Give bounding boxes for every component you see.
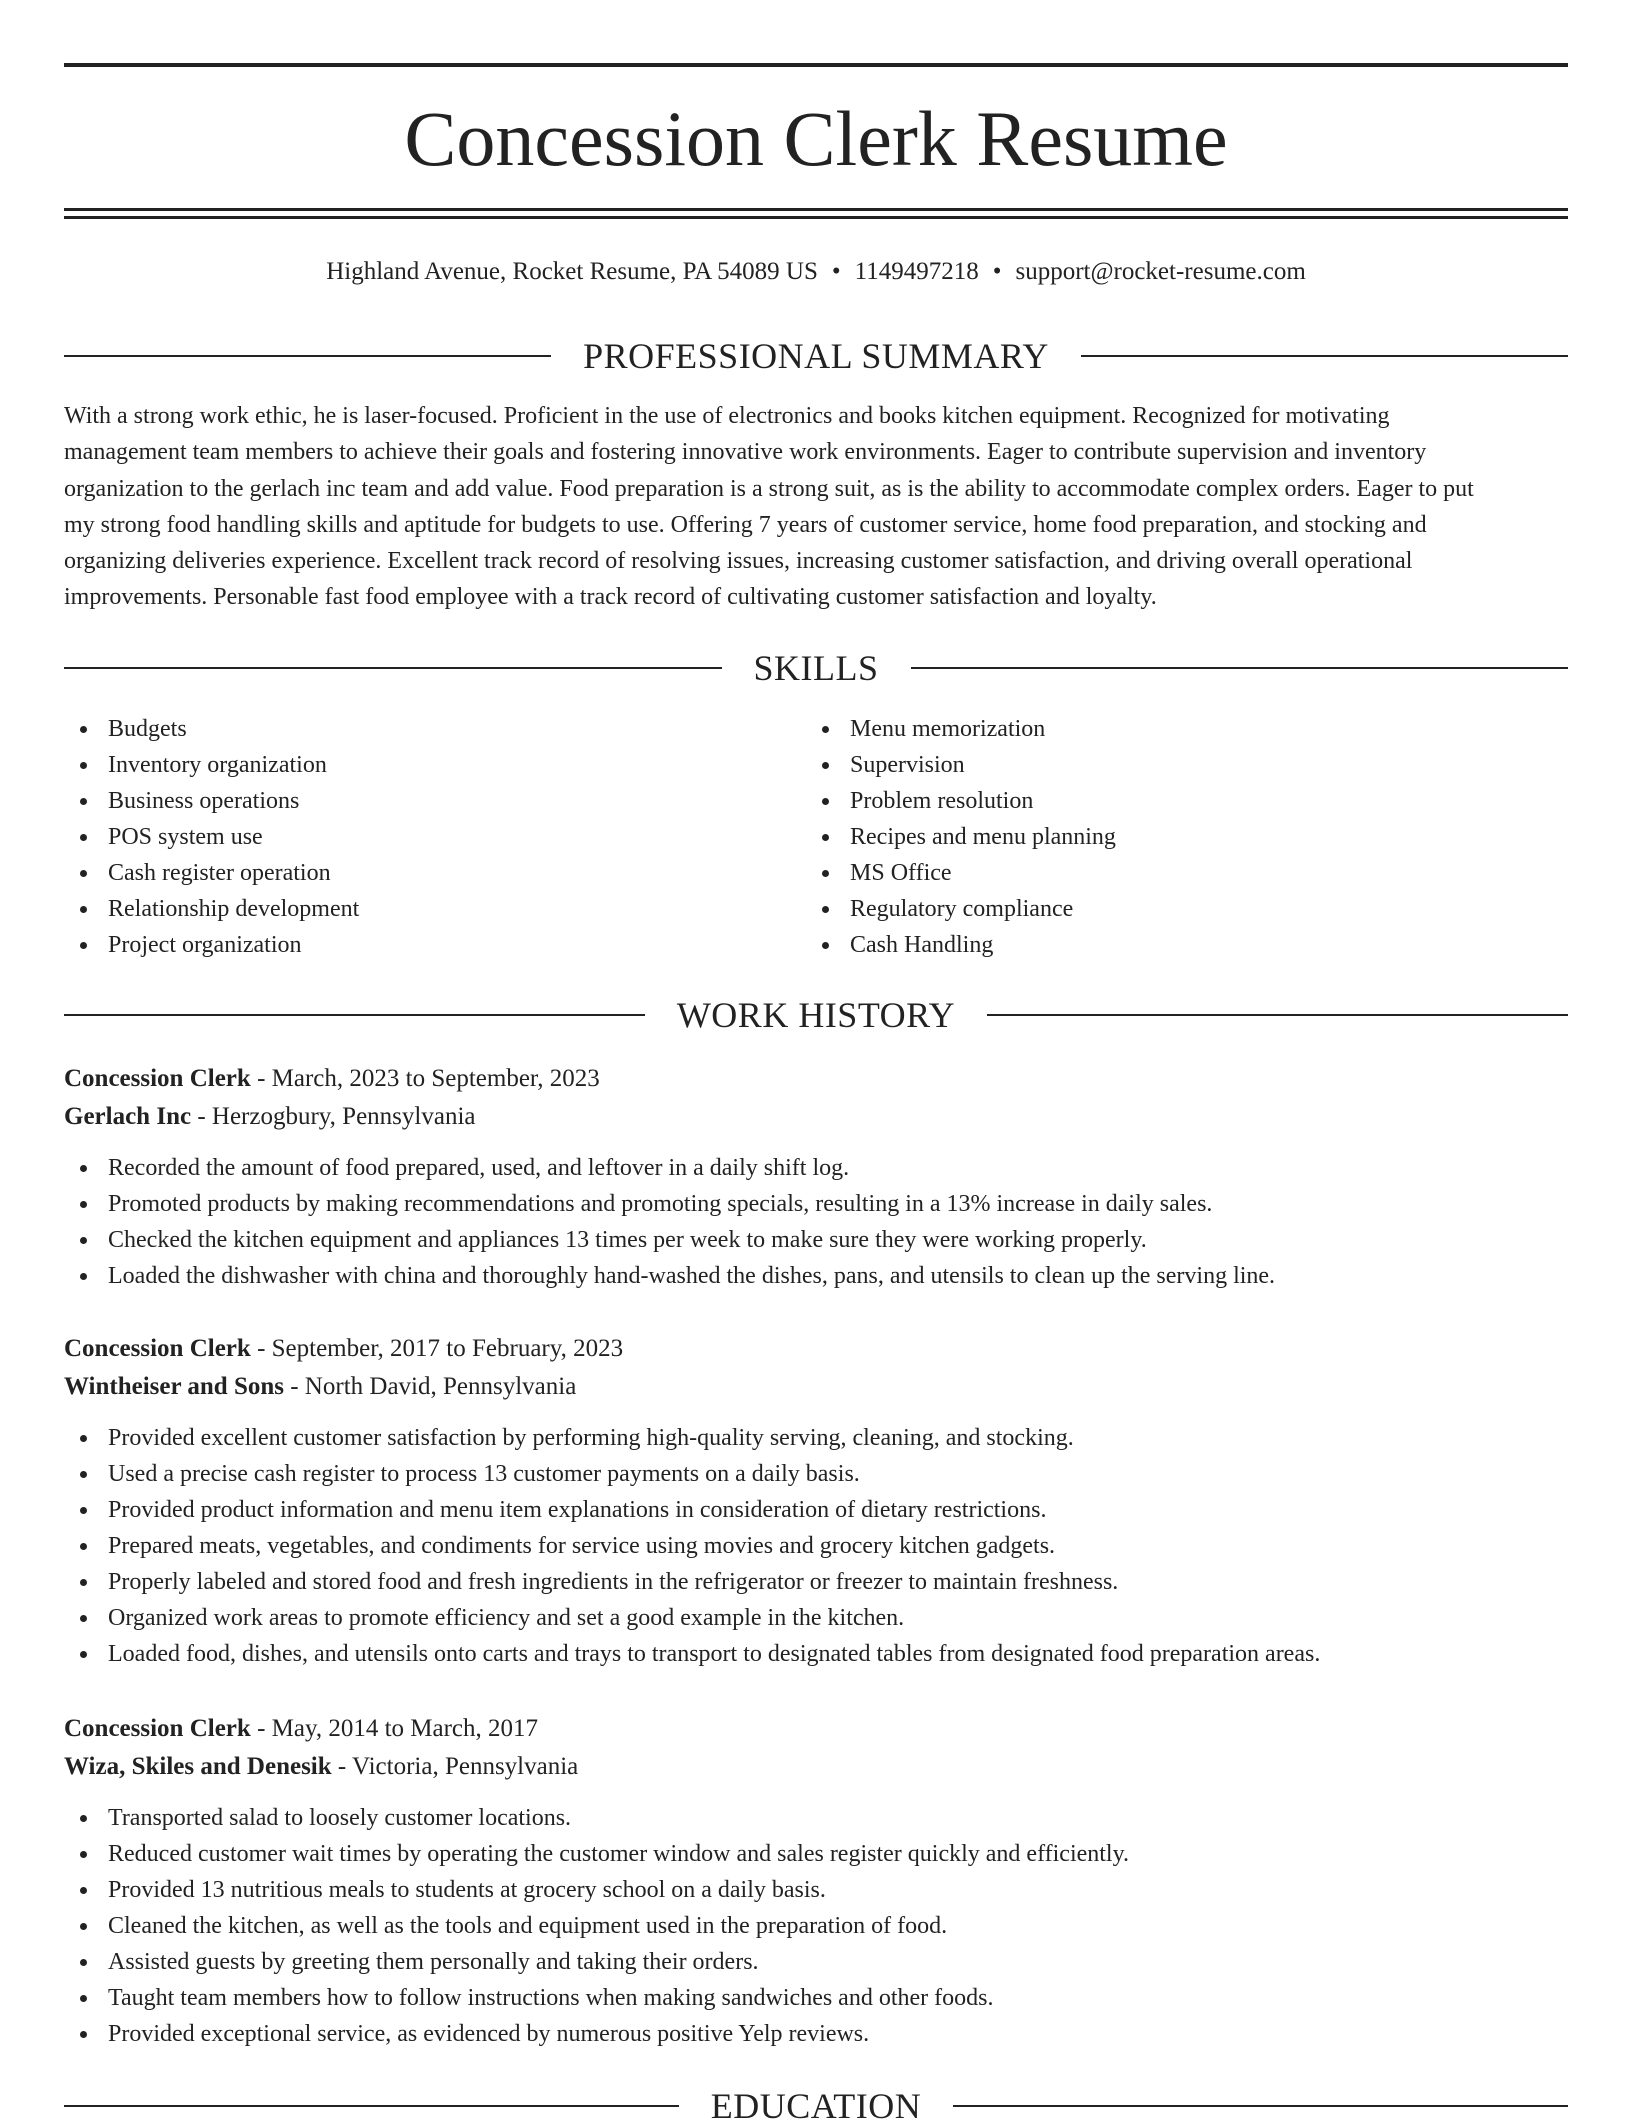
job-bullets: [64, 1150, 1568, 1294]
section-title: PROFESSIONAL SUMMARY: [583, 336, 1049, 376]
skill-item: Business operations: [64, 783, 804, 819]
job-dates: - May, 2014 to March, 2017: [250, 1715, 539, 1742]
job-dates: - September, 2017 to February, 2023: [250, 1335, 624, 1362]
job-bullet: Used a precise cash register to process 13 customer payments on a daily basis.: [64, 1456, 1568, 1492]
skill-item: POS system use: [64, 819, 804, 855]
job-entry: [64, 1710, 1568, 2052]
contact-email: support@rocket-resume.com: [1015, 258, 1306, 285]
job-bullets: [64, 1800, 1568, 2052]
job-company: Wintheiser and Sons: [64, 1373, 284, 1400]
job-location: - Herzogbury, Pennsylvania: [191, 1103, 476, 1130]
job-entry: [64, 1060, 1568, 1294]
professional-summary: [64, 398, 1568, 616]
job-bullet: Reduced customer wait times by operating the customer window and sales register quickly and efficiently.: [64, 1836, 1568, 1872]
skill-item: Supervision: [806, 747, 1546, 783]
skills-column-left: [64, 711, 804, 963]
job-company-line: [64, 1748, 1568, 1786]
contact-separator: •: [831, 258, 841, 285]
job-title-line: [64, 1710, 1568, 1748]
heading-rule: [953, 2105, 1568, 2107]
section-title: EDUCATION: [710, 2086, 922, 2126]
job-bullet: Taught team members how to follow instructions when making sandwiches and other foods.: [64, 1980, 1568, 2016]
job-bullet: Loaded the dishwasher with china and thoroughly hand-washed the dishes, pans, and utensils to clean up the serving line.: [64, 1258, 1568, 1294]
heading-rule: [911, 667, 1569, 669]
top-rule: [64, 63, 1568, 67]
skill-item: Problem resolution: [806, 783, 1546, 819]
job-location: - Victoria, Pennsylvania: [331, 1753, 579, 1780]
contact-address: Highland Avenue, Rocket Resume, PA 54089 US: [326, 258, 818, 285]
job-bullet: Promoted products by making recommendations and promoting specials, resulting in a 13% increase in daily sales.: [64, 1186, 1568, 1222]
job-bullet: Provided excellent customer satisfaction by performing high-quality serving, cleaning, and stocking.: [64, 1420, 1568, 1456]
skill-item: Menu memorization: [806, 711, 1546, 747]
summary-line: organization to the gerlach inc team and add value. Food preparation is a strong suit, as is the ability to accommodate complex orders. Eager to put: [64, 475, 1474, 502]
job-company: Gerlach Inc: [64, 1103, 192, 1130]
job-bullet: Properly labeled and stored food and fresh ingredients in the refrigerator or freezer to maintain freshness.: [64, 1564, 1568, 1600]
section-title: SKILLS: [753, 648, 879, 688]
summary-line: organizing deliveries experience. Excellent track record of resolving issues, increasing customer satisfaction, and driving overall operational: [64, 548, 1413, 575]
title-rule-lower: [64, 216, 1568, 219]
skills-column-right: [806, 711, 1546, 963]
section-heading-skills: [64, 646, 1568, 690]
job-bullet: Organized work areas to promote efficiency and set a good example in the kitchen.: [64, 1600, 1568, 1636]
heading-rule: [987, 1014, 1568, 1016]
skill-item: Recipes and menu planning: [806, 819, 1546, 855]
job-title: Concession Clerk: [64, 1335, 251, 1362]
job-bullet: Assisted guests by greeting them personally and taking their orders.: [64, 1944, 1568, 1980]
skill-item: Relationship development: [64, 891, 804, 927]
job-company-line: [64, 1098, 1568, 1136]
skill-item: Cash register operation: [64, 855, 804, 891]
heading-rule: [64, 2105, 679, 2107]
contact-phone: 1149497218: [854, 258, 979, 285]
job-entry: [64, 1330, 1568, 1672]
job-bullet: Loaded food, dishes, and utensils onto carts and trays to transport to designated tables from designated food preparation areas.: [64, 1636, 1568, 1672]
title-rule-upper: [64, 208, 1568, 211]
summary-line: my strong food handling skills and aptitude for budgets to use. Offering 7 years of customer service, home food preparation, and stocking and: [64, 511, 1427, 538]
skill-item: Project organization: [64, 927, 804, 963]
job-title: Concession Clerk: [64, 1065, 251, 1092]
job-bullet: Recorded the amount of food prepared, used, and leftover in a daily shift log.: [64, 1150, 1568, 1186]
job-bullet: Prepared meats, vegetables, and condiments for service using movies and grocery kitchen gadgets.: [64, 1528, 1568, 1564]
job-title-line: [64, 1330, 1568, 1368]
section-heading-summary: [64, 334, 1568, 378]
job-bullet: Provided exceptional service, as evidenced by numerous positive Yelp reviews.: [64, 2016, 1568, 2052]
heading-rule: [1081, 355, 1568, 357]
job-dates: - March, 2023 to September, 2023: [250, 1065, 600, 1092]
job-location: - North David, Pennsylvania: [283, 1373, 577, 1400]
contact-line: [64, 254, 1568, 290]
job-bullet: Provided 13 nutritious meals to students at grocery school on a daily basis.: [64, 1872, 1568, 1908]
job-title: Concession Clerk: [64, 1715, 251, 1742]
summary-line: improvements. Personable fast food employee with a track record of cultivating customer satisfaction and loyalty.: [64, 584, 1157, 611]
job-bullet: Transported salad to loosely customer locations.: [64, 1800, 1568, 1836]
job-company: Wiza, Skiles and Denesik: [64, 1753, 332, 1780]
section-title: WORK HISTORY: [676, 995, 956, 1035]
skill-item: MS Office: [806, 855, 1546, 891]
job-company-line: [64, 1368, 1568, 1406]
job-bullet: Checked the kitchen equipment and appliances 13 times per week to make sure they were working properly.: [64, 1222, 1568, 1258]
summary-line: management team members to achieve their goals and fostering innovative work environments. Eager to contribute supervision and inventory: [64, 439, 1427, 466]
heading-rule: [64, 667, 722, 669]
skill-item: Regulatory compliance: [806, 891, 1546, 927]
summary-line: With a strong work ethic, he is laser-focused. Proficient in the use of electronics and books kitchen equipment. Recognized for motivating: [64, 403, 1390, 429]
skill-item: Cash Handling: [806, 927, 1546, 963]
contact-separator: •: [992, 258, 1002, 285]
job-bullet: Provided product information and menu item explanations in consideration of dietary restrictions.: [64, 1492, 1568, 1528]
job-bullet: Cleaned the kitchen, as well as the tools and equipment used in the preparation of food.: [64, 1908, 1568, 1944]
section-heading-education: [64, 2084, 1568, 2128]
heading-rule: [64, 1014, 645, 1016]
skill-item: Inventory organization: [64, 747, 804, 783]
section-heading-work: [64, 993, 1568, 1037]
skill-item: Budgets: [64, 711, 804, 747]
job-bullets: [64, 1420, 1568, 1672]
heading-rule: [64, 355, 551, 357]
resume-title: Concession Clerk Resume: [404, 95, 1228, 182]
job-title-line: [64, 1060, 1568, 1098]
